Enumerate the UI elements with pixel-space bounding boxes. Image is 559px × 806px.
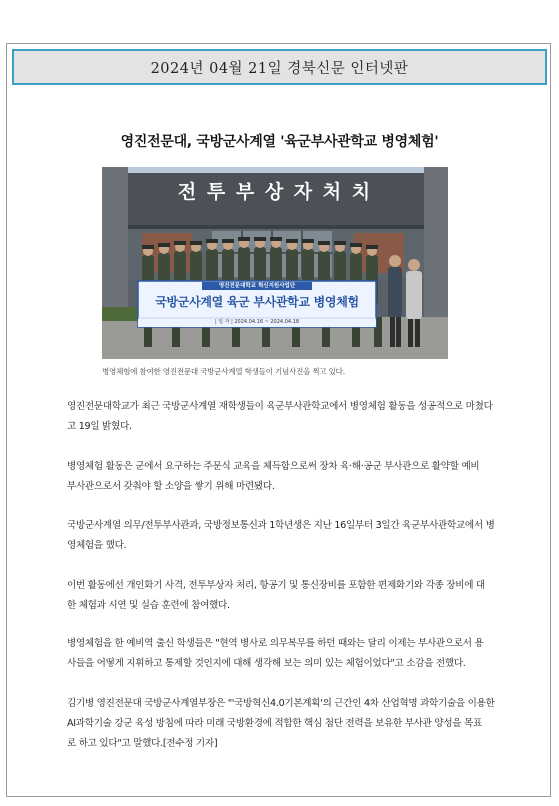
paragraph-line: 병영체험 활동은 군에서 요구하는 주문식 교육을 체득함으로써 장차 육·해·공군 부사관으로 활약할 예비 [67,461,480,472]
paragraph-line: 로 하고 있다"고 말했다.[전수정 기자] [67,738,218,749]
article-paragraph [67,397,504,437]
article-paragraph [67,634,504,674]
paragraph-line: 부사관으로서 갖춰야 할 소양을 쌓기 위해 마련됐다. [67,481,275,492]
publication-date-source: 2024년 04월 21일 경북신문 인터넷판 [150,60,409,77]
banner-dates: | 일 자 | 2024.04.16 ~ 2024.04.18 [214,319,299,325]
article-headline: 영진전문대, 국방군사계열 '육군부사관학교 병영체험' [120,134,439,150]
article-paragraph [67,516,504,556]
article-photo [102,167,448,359]
paragraph-line: 영진전문대학교가 최근 국방군사계열 재학생들이 육군부사관학교에서 병영체험 활동을 성공적으로 마쳤다 [67,401,493,412]
photo-caption: 병영체험에 참여한 영진전문대 국방군사계열 학생들이 기념사진을 찍고 있다. [102,367,345,376]
article-paragraph [67,694,504,754]
newspaper-header [12,49,547,85]
article-paragraph [67,457,504,497]
building-sign: 전 투 부 상 자 처 치 [177,181,373,203]
paragraph-line: 고 19일 밝혔다. [67,421,132,432]
paragraph-line: 영체험을 했다. [67,540,127,551]
paragraph-line: 이번 활동에선 개인화기 사격, 전투부상자 처리, 항공기 및 통신장비를 포함한 편제화기와 각종 장비에 대 [67,580,485,591]
banner-top-label: 영진전문대학교 혁신지원사업단 [218,283,296,289]
paragraph-line: 김기병 영진전문대 국방군사계열부장은 "'국방혁신4.0기본계획'의 근간인 4차 산업혁명 과학기술을 이용한 [67,698,495,709]
paragraph-line: 한 체험과 시연 및 실습 훈련에 참여했다. [67,600,230,611]
paragraph-line: 사들을 어떻게 지휘하고 통제할 것인지에 대해 생각해 보는 의미 있는 체험이었다"고 소감을 전했다. [67,658,466,669]
paragraph-line: 국방군사계열 의무/전투부사관과, 국방정보통신과 1학년생은 지난 16일부터 3일간 육군부사관학교에서 병 [67,520,495,531]
article-paragraph [67,576,504,616]
paragraph-line: 병영체험을 한 예비역 출신 학생들은 "현역 병사로 의무복무를 하던 때와는 달리 이제는 부사관으로서 용 [67,638,484,649]
paragraph-line: AI과학기술 강군 육성 방침에 따라 미래 국방환경에 적합한 핵심 첨단 전력을 보유한 부사관 양성을 목표 [67,718,482,729]
banner-title: 국방군사계열 육군 부사관학교 병영체험 [155,295,359,309]
